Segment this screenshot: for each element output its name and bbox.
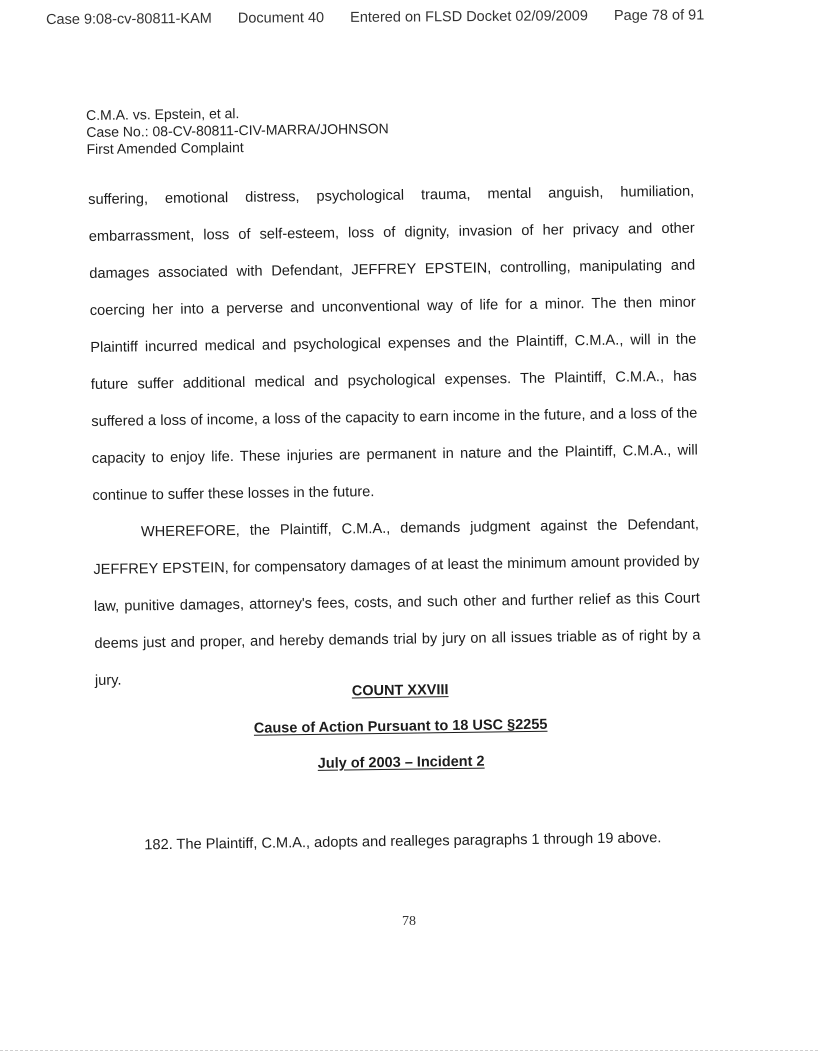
count-date: July of 2003 – Incident 2 [317,753,485,772]
damages-paragraph: suffering, emotional distress, psychological trauma, mental anguish, humiliation, embarrassment, loss of self-esteem, loss of dignity, invasion of her privacy and other damages associated with Defendant, JEFFREY EPSTEIN, controlling, manipulating and coercing her into a perverse and unconventional way of life for a minor. The then minor Plaintiff incurred medical and psychological expenses and the Plaintiff, C.M.A., will in the future suffer additional medical and psychological expenses. The Plaintiff, C.M.A., has suffered a loss of income, a loss of the capacity to earn income in the future, and a loss of the capacity to enjoy life. These injuries are permanent in nature and the Plaintiff, C.M.A., will continue to suffer these losses in the future. [88,183,698,504]
caption-title: First Amended Complaint [86,139,244,157]
count-title: COUNT XXVIII [351,682,449,700]
docket-entry: Entered on FLSD Docket 02/09/2009 [350,8,588,26]
scan-edge-divider [0,1050,818,1052]
page-number: 78 [402,914,416,929]
case-number: Case 9:08-cv-80811-KAM [46,10,212,28]
page-indicator: Page 78 of 91 [613,7,705,25]
caption-case-no: Case No.: 08-CV-80811-CIV-MARRA/JOHNSON [86,120,389,140]
docket-header [46,7,704,28]
case-caption [86,103,389,158]
caption-parties: C.M.A. vs. Epstein, et al. [86,105,240,123]
count-cause: Cause of Action Pursuant to 18 USC §2255 [253,716,548,737]
paragraph-182: 182. The Plaintiff, C.M.A., adopts and realleges paragraphs 1 through 19 above. [144,830,662,854]
wherefore-paragraph: WHEREFORE, the Plaintiff, C.M.A., demands judgment against the Defendant, JEFFREY EPSTEIN, for compensatory damages of at least the minimum amount provided by law, punitive damages, attorney's fees, costs, and such other and further relief as this Court deems just and proper, and hereby demands trial by jury on all issues triable as of right by a jury. [93,516,701,689]
body-text [88,174,701,700]
document-number: Document 40 [237,10,325,27]
count-headings [240,678,561,790]
